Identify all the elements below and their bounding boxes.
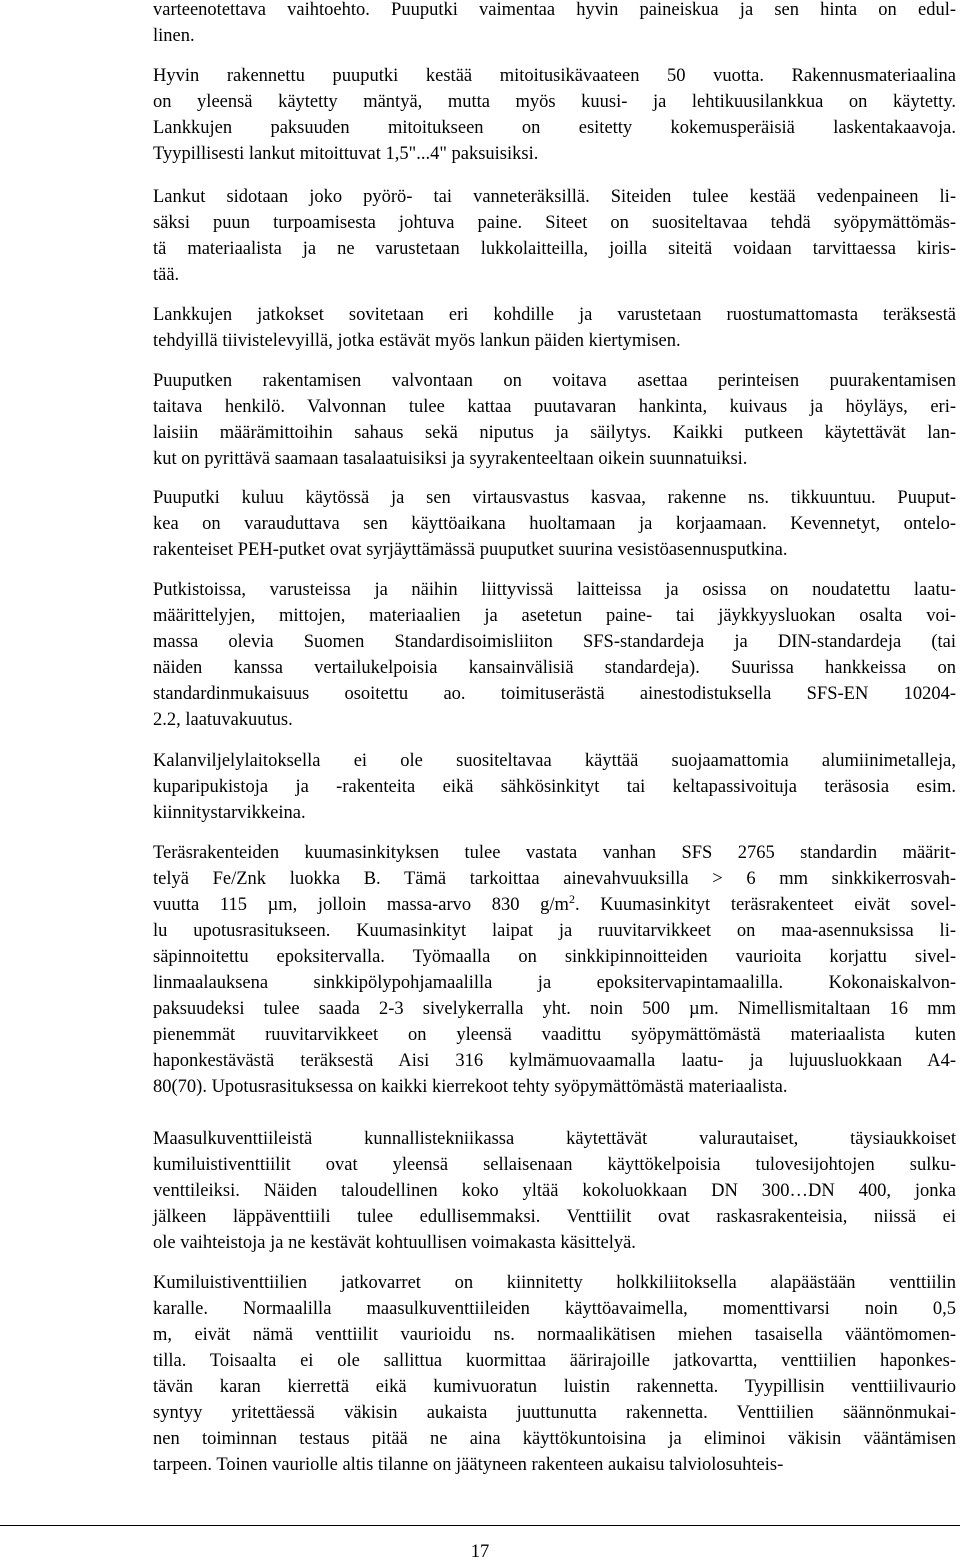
text-line: kuparipukistoja ja -rakenteita eikä sähkösinkityt tai keltapassivoituja teräsosia esim. xyxy=(153,777,956,797)
text-line: Lankkujen jatkokset sovitetaan eri kohdille ja varustetaan ruostumattomasta teräksestä xyxy=(153,305,956,325)
text-line: tehdyillä tiivistelevyillä, jotka estävät myös lankun päiden kiertymisen. xyxy=(153,331,681,351)
text-line: standardinmukaisuus osoitettu ao. toimituserästä ainestodistuksella SFS-EN 10204- xyxy=(153,684,956,704)
text-line: tää. xyxy=(153,265,180,285)
text-line: kut on pyrittävä saamaan tasalaatuisiksi ja syyrakenteeltaan oikein suunnatuiksi. xyxy=(153,449,748,469)
text-line: linmaalauksena sinkkipölypohjamaalilla ja epoksitervapintamaalilla. Kokonaiskalvon- xyxy=(153,973,956,993)
text-line: Puuputki kuluu käytössä ja sen virtausvastus kasvaa, rakenne ns. tikkuuntuu. Puuput- xyxy=(153,488,956,508)
paragraph xyxy=(153,1126,956,1256)
paragraph xyxy=(153,485,956,563)
text-line: Puuputken rakentamisen valvontaan on voitava asettaa perinteisen puurakentamisen xyxy=(153,371,956,391)
text-line: ole vaihteistoja ja ne kestävät kohtuullisen voimakasta käsittelyä. xyxy=(153,1233,636,1253)
text-line: karalle. Normaalilla maasulkuventtiileiden käyttöavaimella, momenttivarsi noin 0,5 xyxy=(153,1299,956,1319)
text-line: näiden kanssa vertailukelpoisia kansainvälisiä standardeja). Suurissa hankkeissa on xyxy=(153,658,956,678)
paragraph xyxy=(153,368,956,472)
page-number: 17 xyxy=(470,1542,490,1562)
text-line: Teräsrakenteiden kuumasinkityksen tulee vastata vanhan SFS 2765 standardin määrit- xyxy=(153,843,956,863)
text-line: 2.2, laatuvakuutus. xyxy=(153,710,293,730)
text-line: massa olevia Suomen Standardisoimisliiton SFS-standardeja ja DIN-standardeja (tai xyxy=(153,632,956,652)
text-line: säksi puun turpoamisesta johtuva paine. Siteet on suositeltavaa tehdä syöpymättömäs- xyxy=(153,213,956,233)
text-line: tarpeen. Toinen vauriolle altis tilanne on jäätyneen rakenteen aukaisu talviolosuhteis- xyxy=(153,1455,784,1475)
text-line: taitava henkilö. Valvonnan tulee kattaa puutavaran hankinta, kuivaus ja höyläys, eri- xyxy=(153,397,956,417)
text-line: laisiin määrämittoihin sahaus sekä niputus ja säilytys. Kaikki putkeen käytettävät lan- xyxy=(153,423,956,443)
paragraph xyxy=(153,748,956,826)
text-line: Tyypillisesti lankut mitoittuvat 1,5"...4" paksuisiksi. xyxy=(153,144,539,164)
text-line: Maasulkuventtiileistä kunnallistekniikassa käytettävät valurautaiset, täysiaukkoiset xyxy=(153,1129,956,1149)
paragraph xyxy=(153,577,956,733)
text-line: kumiluistiventtiilit ovat yleensä sellaisenaan käyttökelpoisia tulovesijohtojen sulku- xyxy=(153,1155,956,1175)
text-line: jälkeen läppäventtiili tulee edullisemmaksi. Venttiilit ovat raskasrakenteisia, niissä ei xyxy=(153,1207,956,1227)
paragraph xyxy=(153,63,956,167)
text-line: tä materiaalista ja ne varustetaan lukkolaitteilla, joilla siteitä voidaan tarvittaessa kiris- xyxy=(153,239,956,259)
text-line: rakenteiset PEH-putket ovat syrjäyttämässä puuputket suurina vesistöasennusputkina. xyxy=(153,540,788,560)
text-line: tävän karan kierrettä eikä kumivuoratun luistin rakennetta. Tyypillisin venttiilivaurio xyxy=(153,1377,956,1397)
text-line: vuutta 115 µm, jolloin massa-arvo 830 $g/m^2$. Kuumasinkityt teräsrakenteet eivät sovel- xyxy=(153,891,957,915)
text-line: venttileiksi. Näiden taloudellinen koko yltää kokoluokkaan DN 300…DN 400, jonka xyxy=(153,1181,956,1201)
text-line: on yleensä käytetty mäntyä, mutta myös kuusi- ja lehtikuusilankkua on käytetty. xyxy=(153,92,956,112)
text-line: m, eivät nämä venttiilit vaurioidu ns. normaalikätisen miehen tasaisella vääntömomen- xyxy=(153,1325,956,1345)
text-line: määrittelyjen, mittojen, materiaalien ja asetetun paine- tai jäykkyysluokan osalta voi- xyxy=(153,606,956,626)
text-line: pienemmät ruuvitarvikkeet on yleensä vaadittu syöpymättömästä materiaalista kuten xyxy=(153,1025,956,1045)
text-line: säpinnoitettu epoksitervalla. Työmaalla on sinkkipinnoitteiden vaurioita korjattu sivel- xyxy=(153,947,956,967)
text-line: Lankut sidotaan joko pyörö- tai vanneteräksillä. Siteiden tulee kestää vedenpaineen li- xyxy=(153,187,956,207)
paragraph xyxy=(153,184,956,288)
text-line: 80(70). Upotusrasituksessa on kaikki kierrekoot tehty syöpymättömästä materiaalista. xyxy=(153,1077,788,1097)
text-line: Kalanviljelylaitoksella ei ole suositeltavaa käyttää suojaamattomia alumiinimetalleja, xyxy=(153,751,956,771)
text-line: Putkistoissa, varusteissa ja näihin liittyvissä laitteissa ja osissa on noudatettu laatu- xyxy=(153,580,956,600)
text-line: lu upotusrasitukseen. Kuumasinkityt laipat ja ruuvitarvikkeet on maa-asennuksissa li- xyxy=(153,921,956,941)
text-line: Lankkujen paksuuden mitoitukseen on esitetty kokemusperäisiä laskentakaavoja. xyxy=(153,118,956,138)
text-line: Hyvin rakennettu puuputki kestää mitoitusikävaateen 50 vuotta. Rakennusmateriaalina xyxy=(153,66,956,86)
text-line: tilla. Toisaalta ei ole sallittua kuormittaa äärirajoille jatkovartta, venttiilien haponkes- xyxy=(153,1351,956,1371)
text-line: syntyy yritettäessä väkisin aukaista juuttunutta rakennetta. Venttiilien säännönmukai- xyxy=(153,1403,956,1423)
text-line: telyä Fe/Znk luokka B. Tämä tarkoittaa ainevahvuuksilla > 6 mm sinkkikerrosvah- xyxy=(153,869,956,889)
text-line: kea on varauduttava sen käyttöaikana huoltamaan ja korjaamaan. Kevennetyt, ontelo- xyxy=(153,514,956,534)
text-line: paksuudeksi tulee saada 2-3 sivelykerralla yht. noin 500 µm. Nimellismitaltaan 16 mm xyxy=(153,999,956,1019)
paragraph xyxy=(153,302,956,354)
text-line: kiinnitystarvikkeina. xyxy=(153,803,306,823)
footer-rule xyxy=(0,1525,960,1526)
text-line: varteenotettava vaihtoehto. Puuputki vaimentaa hyvin paineiskua ja sen hinta on edul- xyxy=(153,0,956,20)
text-line: haponkestävästä teräksestä Aisi 316 kylmämuovaamalla laatu- ja lujuusluokkaan A4- xyxy=(153,1051,956,1071)
text-line: nen toiminnan testaus pitää ne aina käyttökuntoisina ja eliminoi väkisin vääntämisen xyxy=(153,1429,956,1449)
text-line: linen. xyxy=(153,26,195,46)
paragraph xyxy=(153,1270,956,1478)
text-line: Kumiluistiventtiilien jatkovarret on kiinnitetty holkkiliitoksella alapäästään venttiilin xyxy=(153,1273,956,1293)
paragraph xyxy=(153,0,956,49)
paragraph xyxy=(153,840,956,1100)
